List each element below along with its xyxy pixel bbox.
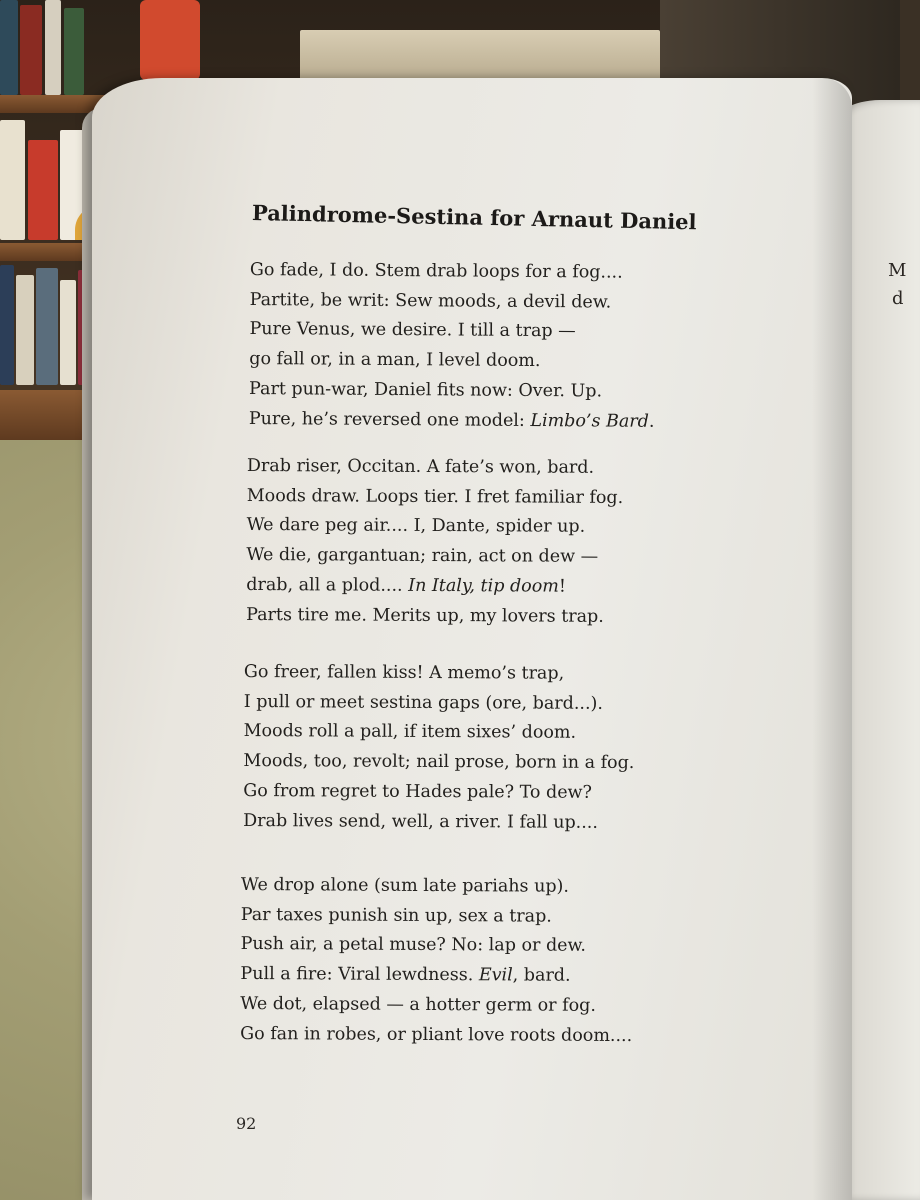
poem-line-text: Drab riser, Occitan. A fate’s won, bard. — [246, 455, 595, 478]
shelf-book — [140, 0, 200, 80]
shelf-book — [28, 140, 58, 240]
stanza-2 — [246, 452, 623, 632]
poem-line-italic: Evil — [478, 965, 513, 986]
poem-line — [249, 375, 655, 408]
poem-line-text: Par taxes punish sin up, sex a trap. — [240, 904, 552, 927]
shelf-book — [16, 275, 34, 385]
book-page — [92, 78, 852, 1200]
shelf-book — [36, 268, 58, 385]
poem-line-text: Moods roll a pall, if item sixes’ doom. — [243, 721, 577, 744]
poem-line — [244, 717, 635, 749]
poem-line-text: Pure, he’s reversed one model: — [248, 408, 531, 431]
poem-line — [246, 571, 623, 603]
poem-line — [240, 990, 632, 1022]
background-cabinet — [300, 30, 660, 80]
poem-line-text: We drop alone (sum late pariahs up). — [240, 874, 570, 897]
poem-line — [249, 315, 655, 348]
poem-line-italic: In Italy, tip doom — [408, 575, 559, 597]
poem-line-text: drab, all a plod.... — [246, 574, 409, 596]
poem-title: Palindrome-Sestina for Arnaut Daniel — [251, 200, 697, 235]
poem-line — [241, 871, 633, 903]
poem-line-text: Part pun-war, Daniel fits now: Over. Up. — [249, 378, 603, 402]
shelf-book — [0, 265, 14, 385]
poem-line — [244, 658, 635, 690]
shelf-book — [60, 280, 76, 385]
poem-line — [243, 777, 634, 809]
poem-line-text: Pull a fire: Viral lewdness. — [240, 964, 479, 986]
gutter-shadow — [812, 78, 852, 1200]
poem-line — [241, 930, 633, 962]
poem-line-text: Partite, be writ: Sew moods, a devil dew. — [249, 289, 612, 313]
poem-line-text: Parts tire me. Merits up, my lovers trap. — [246, 604, 604, 627]
shelf-book — [0, 120, 25, 240]
poem-line-text: We dot, elapsed — a hotter germ or fog. — [240, 993, 596, 1016]
poem-line — [240, 1020, 632, 1052]
poem-line-tail: . — [648, 411, 655, 432]
poem-line-text: Go fan in robes, or pliant love roots doom.... — [240, 1023, 633, 1046]
poem-line — [246, 601, 623, 633]
poem-line — [249, 345, 655, 378]
poem-line-text: Go freer, fallen kiss! A memo’s trap, — [243, 661, 565, 684]
poem-line — [247, 452, 624, 484]
poem-line-tail: ! — [558, 576, 566, 597]
poem-line — [247, 482, 624, 514]
stanza-4 — [240, 871, 633, 1051]
poem-line — [243, 807, 634, 839]
poem-line — [250, 286, 656, 319]
poem-line — [241, 901, 633, 933]
poem-line — [250, 256, 656, 289]
shelf-book — [64, 8, 84, 95]
poem-line — [247, 511, 624, 543]
stanza-3 — [243, 658, 635, 838]
stanza-1 — [249, 256, 656, 437]
shelf-book — [45, 0, 61, 95]
shelf-book — [0, 0, 18, 95]
poem-line-text: I pull or meet sestina gaps (ore, bard...). — [243, 691, 603, 714]
poem-line — [249, 405, 655, 438]
poem-line — [243, 747, 634, 779]
poem-line-text: Push air, a petal muse? No: lap or dew. — [240, 934, 587, 957]
poem-line-text: Drab lives send, well, a river. I fall up.... — [243, 810, 599, 833]
next-page-fragment: d — [892, 288, 904, 309]
poem-line — [246, 541, 623, 573]
poem-line-text: We dare peg air.... I, Dante, spider up. — [246, 515, 586, 538]
shelf-book — [20, 5, 42, 95]
poem-line-tail: , bard. — [512, 965, 571, 986]
poem-line-text: Moods, too, revolt; nail prose, born in a fog. — [243, 751, 635, 774]
poem-line-text: go fall or, in a man, I level doom. — [249, 349, 541, 372]
poem-line — [244, 688, 635, 720]
poem-line-text: Go fade, I do. Stem drab loops for a fog.... — [249, 259, 623, 283]
poem-line-italic: Limbo’s Bard — [530, 410, 649, 432]
poem-line — [240, 960, 632, 992]
poem-line-text: Go from regret to Hades pale? To dew? — [243, 780, 593, 803]
poem-line-text: We die, gargantuan; rain, act on dew — — [246, 545, 599, 567]
page-number: 92 — [236, 1114, 257, 1133]
poem-line-text: Pure Venus, we desire. I till a trap — — [249, 319, 576, 342]
next-page-fragment: M — [888, 260, 907, 281]
poem-line-text: Moods draw. Loops tier. I fret familiar fog. — [246, 485, 624, 508]
